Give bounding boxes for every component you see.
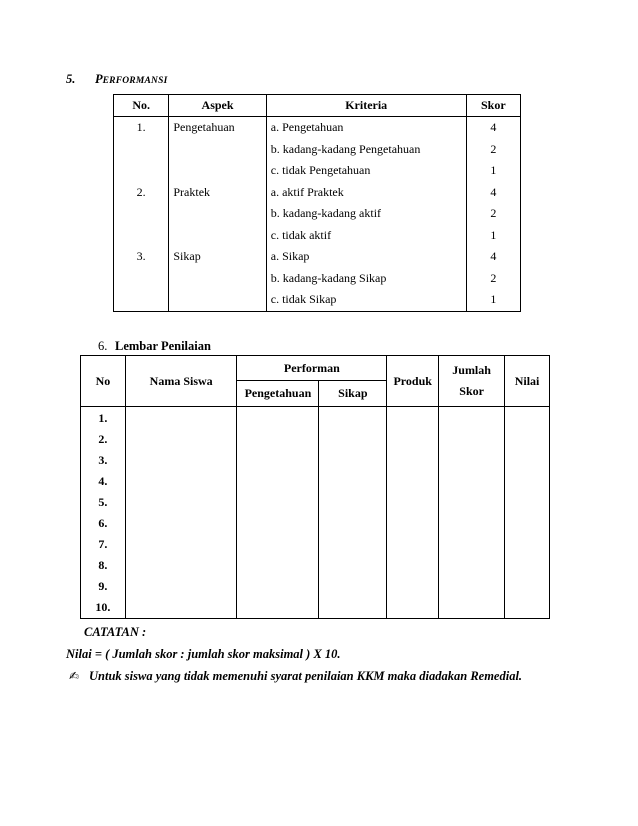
row-number-column bbox=[81, 407, 126, 619]
header-produk: Produk bbox=[387, 356, 439, 407]
section-6-number: 6. bbox=[98, 339, 108, 353]
cell-no bbox=[114, 289, 169, 311]
header-no: No bbox=[81, 356, 126, 407]
header-pengetahuan: Pengetahuan bbox=[237, 381, 319, 407]
cell-kriteria: b. kadang-kadang Pengetahuan bbox=[266, 139, 466, 161]
cell-aspek bbox=[169, 289, 266, 311]
section-5-title-rest: ERFORMANSI bbox=[102, 76, 168, 86]
row-number: 9. bbox=[98, 579, 108, 593]
cell-no bbox=[114, 268, 169, 290]
cell-kriteria: b. kadang-kadang aktif bbox=[266, 203, 466, 225]
remedial-note bbox=[69, 669, 522, 684]
cell-kriteria: b. kadang-kadang Sikap bbox=[266, 268, 466, 290]
header-aspek: Aspek bbox=[169, 95, 266, 117]
nama-siswa-column bbox=[125, 407, 237, 619]
cell-aspek: Praktek bbox=[169, 182, 266, 204]
row-number: 4. bbox=[98, 474, 108, 488]
row-number: 10. bbox=[95, 600, 111, 614]
header-jumlah-line2: Skor bbox=[459, 384, 484, 398]
cell-no: 3. bbox=[114, 246, 169, 268]
cell-skor: 2 bbox=[466, 268, 520, 290]
cell-skor: 4 bbox=[466, 182, 520, 204]
performansi-table bbox=[113, 94, 521, 312]
cell-skor: 2 bbox=[466, 203, 520, 225]
header-kriteria: Kriteria bbox=[266, 95, 466, 117]
header-nama-siswa: Nama Siswa bbox=[125, 356, 237, 407]
header-jumlah-skor bbox=[439, 356, 505, 407]
pengetahuan-column bbox=[237, 407, 319, 619]
row-number: 1. bbox=[98, 411, 108, 425]
nilai-column bbox=[505, 407, 550, 619]
cell-aspek: Sikap bbox=[169, 246, 266, 268]
cell-no bbox=[114, 203, 169, 225]
catatan-label: CATATAN : bbox=[84, 625, 147, 639]
cell-skor: 1 bbox=[466, 225, 520, 247]
header-nilai: Nilai bbox=[505, 356, 550, 407]
row-number-list bbox=[81, 407, 125, 618]
table-row bbox=[114, 182, 521, 204]
header-jumlah-line1: Jumlah bbox=[452, 363, 491, 377]
section-6-heading bbox=[98, 339, 211, 354]
sikap-column bbox=[319, 407, 387, 619]
produk-column bbox=[387, 407, 439, 619]
table-row bbox=[114, 246, 521, 268]
cell-kriteria: c. tidak Sikap bbox=[266, 289, 466, 311]
row-number: 7. bbox=[98, 537, 108, 551]
table-row bbox=[114, 203, 521, 225]
table-row bbox=[114, 139, 521, 161]
jumlah-skor-column bbox=[439, 407, 505, 619]
cell-skor: 1 bbox=[466, 289, 520, 311]
cell-kriteria: c. tidak Pengetahuan bbox=[266, 160, 466, 182]
cell-skor: 1 bbox=[466, 160, 520, 182]
section-5-title-initial: P bbox=[95, 72, 103, 86]
nilai-formula: Nilai = ( Jumlah skor : jumlah skor maksimal ) X 10. bbox=[66, 647, 341, 661]
cell-kriteria: a. aktif Praktek bbox=[266, 182, 466, 204]
pencil-icon: ✍ bbox=[69, 669, 80, 683]
section-6-title: Lembar Penilaian bbox=[115, 339, 211, 353]
cell-no: 1. bbox=[114, 117, 169, 139]
cell-skor: 2 bbox=[466, 139, 520, 161]
remedial-text: Untuk siswa yang tidak memenuhi syarat penilaian KKM maka diadakan Remedial. bbox=[89, 669, 523, 683]
cell-no bbox=[114, 225, 169, 247]
table-row bbox=[114, 268, 521, 290]
section-5-number: 5. bbox=[66, 72, 76, 86]
header-sikap: Sikap bbox=[319, 381, 387, 407]
table-row bbox=[114, 160, 521, 182]
cell-aspek bbox=[169, 268, 266, 290]
row-number: 6. bbox=[98, 516, 108, 530]
lembar-penilaian-table bbox=[80, 355, 550, 619]
performansi-header-row bbox=[114, 95, 521, 117]
row-number: 3. bbox=[98, 453, 108, 467]
header-skor: Skor bbox=[466, 95, 520, 117]
cell-skor: 4 bbox=[466, 246, 520, 268]
cell-no bbox=[114, 139, 169, 161]
row-number: 8. bbox=[98, 558, 108, 572]
cell-kriteria: a. Sikap bbox=[266, 246, 466, 268]
cell-kriteria: a. Pengetahuan bbox=[266, 117, 466, 139]
cell-skor: 4 bbox=[466, 117, 520, 139]
section-5-heading bbox=[66, 72, 167, 87]
header-no: No. bbox=[114, 95, 169, 117]
table-row bbox=[114, 117, 521, 139]
header-performan: Performan bbox=[237, 356, 387, 381]
table-row bbox=[114, 289, 521, 311]
cell-aspek bbox=[169, 203, 266, 225]
table-row bbox=[114, 225, 521, 247]
cell-aspek bbox=[169, 225, 266, 247]
row-number: 2. bbox=[98, 432, 108, 446]
cell-aspek bbox=[169, 160, 266, 182]
cell-aspek bbox=[169, 139, 266, 161]
row-number: 5. bbox=[98, 495, 108, 509]
cell-aspek: Pengetahuan bbox=[169, 117, 266, 139]
cell-kriteria: c. tidak aktif bbox=[266, 225, 466, 247]
cell-no: 2. bbox=[114, 182, 169, 204]
cell-no bbox=[114, 160, 169, 182]
